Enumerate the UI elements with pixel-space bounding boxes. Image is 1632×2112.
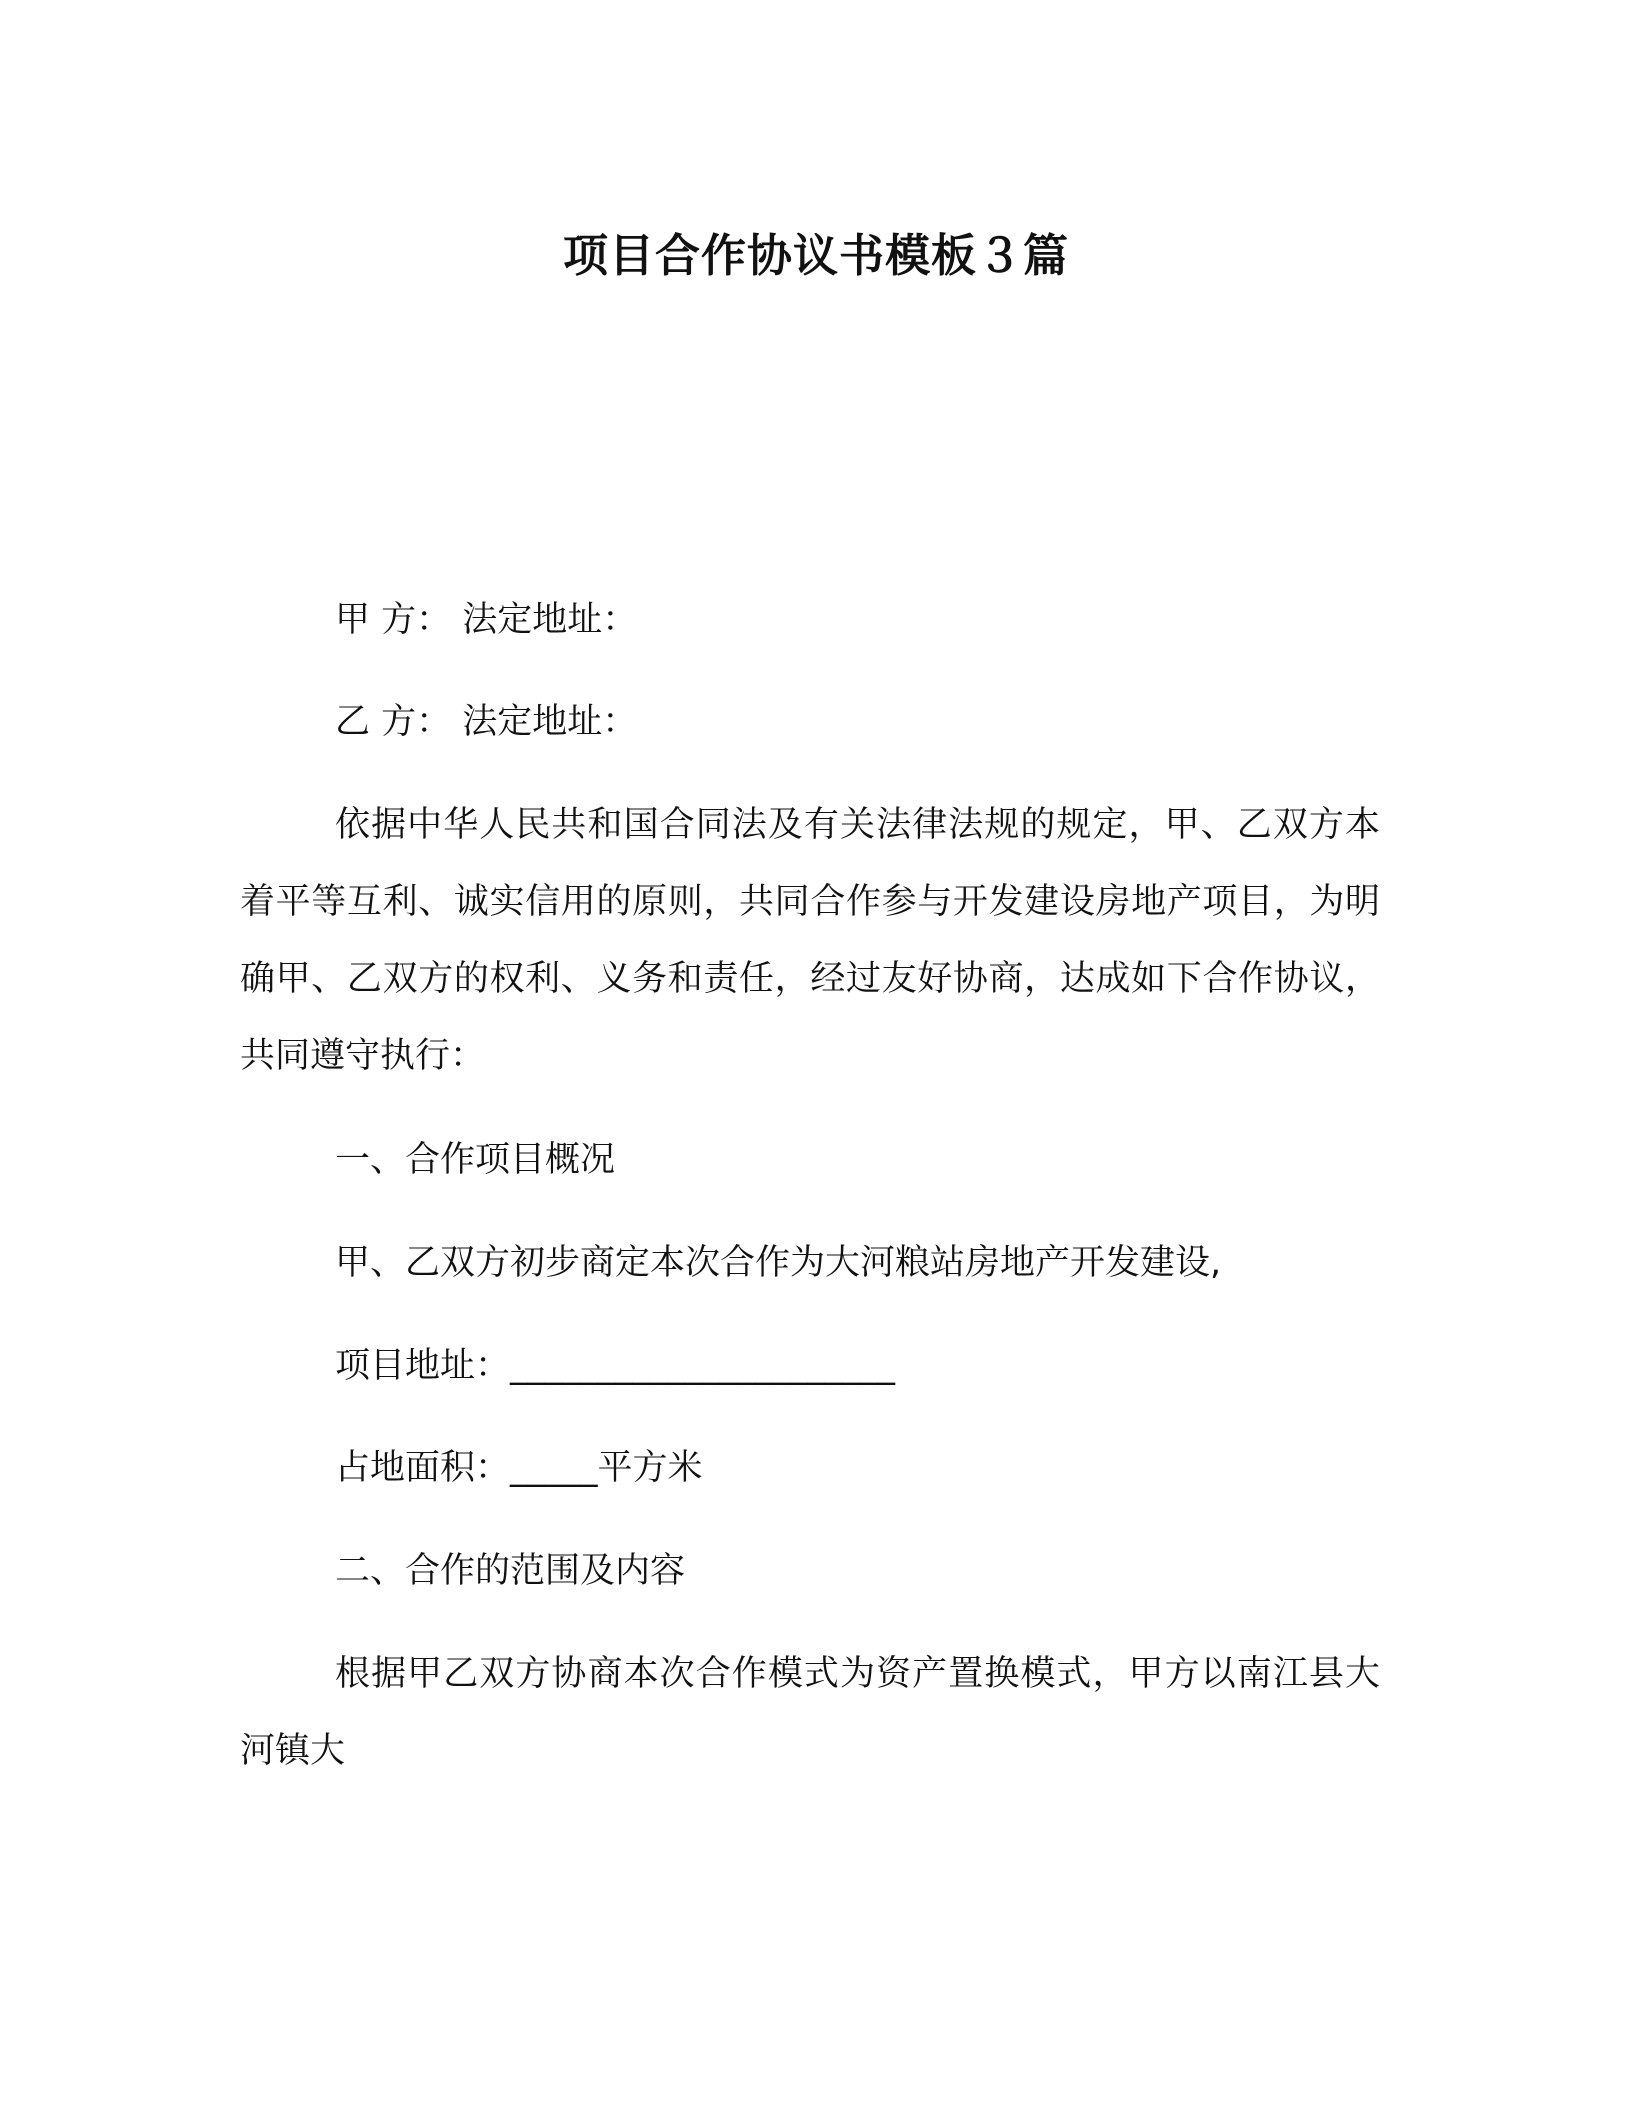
section-1-text: 甲、乙双方初步商定本次合作为大河粮站房地产开发建设, [335, 1243, 1222, 1283]
party-b-line: 乙 方： 法定地址： [335, 702, 638, 742]
project-address-line: 项目地址：______________________ [335, 1346, 896, 1386]
document-title: 项目合作协议书模板３篇 [562, 229, 1069, 282]
section-1-heading: 一、合作项目概况 [335, 1140, 616, 1180]
land-area-line: 占地面积：_____平方米 [335, 1448, 703, 1488]
intro-paragraph: 依据中华人民共和国合同法及有关法律法规的规定，甲、乙双方本着平等互利、诚实信用的原则，共同合作参与开发建设房地产项目，为明确甲、乙双方的权利、义务和责任，经过友好协商，达成如下合作协议，共同遵守执行： [240, 805, 1380, 1076]
section-2-text: 根据甲乙双方协商本次合作模式为资产置换模式，甲方以南江县大河镇大 [240, 1654, 1380, 1771]
party-a-line: 甲 方： 法定地址： [335, 600, 638, 640]
section-2-heading: 二、合作的范围及内容 [335, 1551, 686, 1591]
